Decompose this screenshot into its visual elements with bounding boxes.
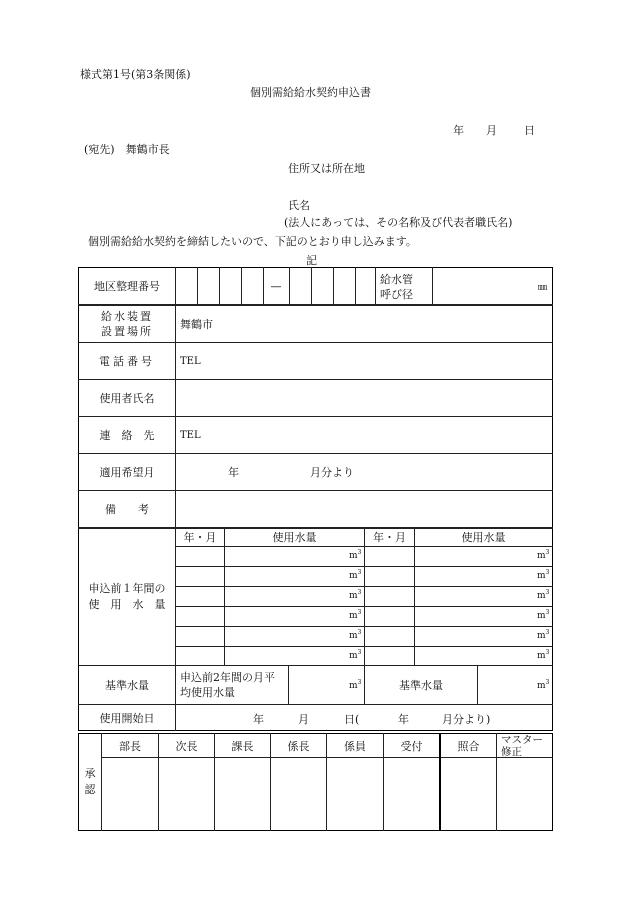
- apply-year: 年: [228, 466, 239, 479]
- m3-unit: $m^3$: [537, 649, 550, 661]
- user-value-field[interactable]: [180, 380, 480, 416]
- approval-col-jichou: 次長: [175, 739, 198, 753]
- user-label: 使用者氏名: [99, 392, 155, 405]
- base-label: 基準水量: [105, 679, 149, 692]
- m3-unit: $m^3$: [537, 569, 550, 581]
- date-month: 月: [486, 124, 497, 137]
- usage-header-left: 使用水量: [272, 531, 317, 544]
- approval-col-check: 照合: [457, 739, 480, 753]
- m3-unit: $m^3$: [349, 679, 362, 691]
- location-value[interactable]: 舞鶴市: [180, 318, 213, 331]
- name-label: 氏名: [288, 199, 310, 212]
- apply-label: 適用希望月: [99, 466, 155, 479]
- address-label: 住所又は所在地: [288, 162, 365, 175]
- base-label-2: 基準水量: [399, 679, 443, 692]
- addressee: (宛先) 舞鶴市長: [84, 143, 170, 156]
- m3-unit: $m^3$: [537, 679, 550, 691]
- usage-label: 申込前１年間の 使 用 水 量: [88, 582, 166, 611]
- start-year-2: 年: [398, 713, 409, 726]
- approval-label: 承 認: [84, 767, 96, 796]
- remarks-field[interactable]: [180, 491, 540, 527]
- remarks-label: 備 考: [105, 503, 149, 516]
- corp-note: (法人にあっては、その名称及び代表者職氏名): [284, 216, 513, 229]
- ki-label: 記: [306, 254, 317, 267]
- district-label: 地区整理番号: [94, 280, 160, 293]
- date-day: 日: [524, 124, 535, 137]
- contact-value[interactable]: TEL: [180, 429, 201, 441]
- ym-header-right: 年・月: [373, 531, 406, 544]
- approval-col-buchou: 部長: [119, 739, 141, 753]
- m3-unit: $m^3$: [349, 649, 362, 661]
- start-year: 年: [253, 713, 264, 726]
- page-title: 個別需給給水契約申込書: [250, 86, 371, 99]
- m3-unit: $m^3$: [349, 549, 362, 561]
- m3-unit: $m^3$: [349, 629, 362, 641]
- approval-col-uketsuke: 受付: [400, 739, 423, 753]
- phone-value[interactable]: TEL: [180, 355, 201, 367]
- district-dash: —: [270, 279, 282, 293]
- m3-unit: $m^3$: [537, 549, 550, 561]
- usage-header-right: 使用水量: [461, 531, 506, 544]
- m3-unit: $m^3$: [349, 589, 362, 601]
- start-label: 使用開始日: [99, 712, 155, 725]
- m3-unit: $m^3$: [349, 569, 362, 581]
- pipe-unit: ㎜: [537, 282, 547, 293]
- start-month-2: 月分より): [442, 713, 491, 726]
- ym-header-left: 年・月: [183, 531, 217, 544]
- approval-col-kakarichou: 係長: [287, 739, 310, 753]
- start-month: 月: [298, 713, 309, 726]
- m3-unit: $m^3$: [537, 609, 550, 621]
- date-year: 年: [453, 124, 464, 137]
- form-number: 様式第1号(第3条関係): [80, 68, 191, 81]
- m3-unit: $m^3$: [349, 609, 362, 621]
- pipe-label: 給水管 呼び径: [380, 273, 413, 301]
- intro-text: 個別需給給水契約を締結したいので、下記のとおり申し込みます。: [88, 235, 417, 248]
- approval-col-kachou: 課長: [231, 739, 254, 753]
- m3-unit: $m^3$: [537, 629, 550, 641]
- apply-month: 月分より: [310, 466, 354, 479]
- approval-col-master: マスター 修正: [501, 733, 543, 758]
- contact-label: 連 絡 先: [99, 429, 155, 442]
- approval-col-kakariin: 係員: [344, 739, 366, 753]
- avg-label: 申込前2年間の月平 均使用水量: [180, 671, 275, 699]
- start-day: 日(: [344, 713, 360, 726]
- phone-label: 電話番号: [99, 355, 155, 368]
- location-label: 給水装置 設置場所: [101, 310, 153, 338]
- m3-unit: $m^3$: [537, 589, 550, 601]
